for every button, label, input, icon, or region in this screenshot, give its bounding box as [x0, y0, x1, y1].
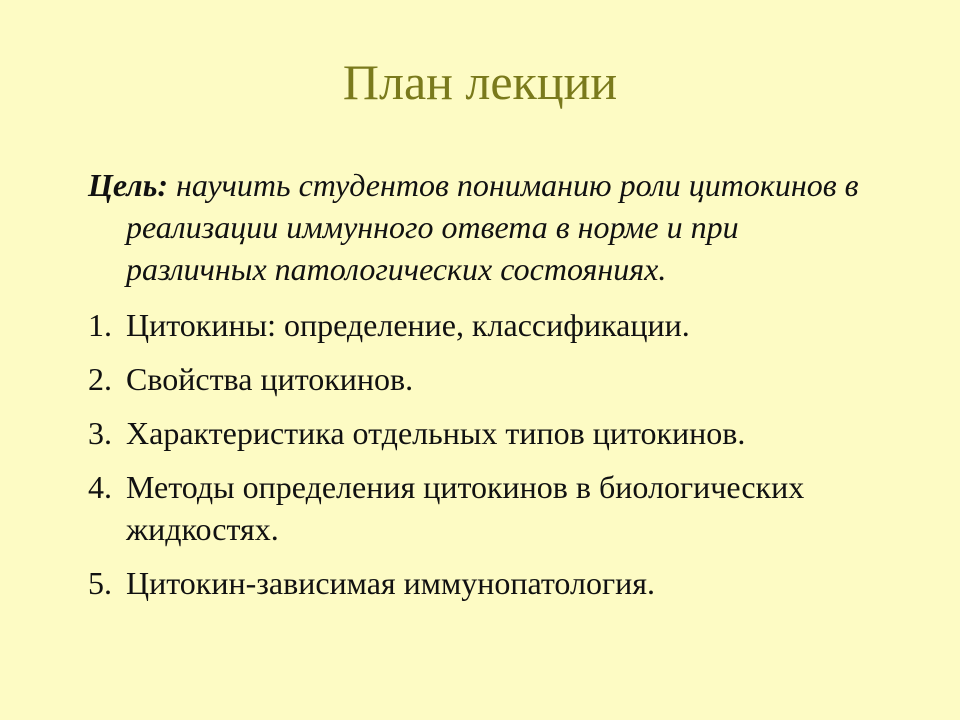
list-item-number: 3. — [88, 415, 112, 451]
slide-title: План лекции — [342, 54, 618, 110]
list-item-number: 4. — [88, 469, 112, 505]
list-item — [88, 466, 878, 550]
list-item-text: Цитокины: определение, классификации. — [126, 307, 690, 343]
list-item — [88, 304, 878, 346]
list-item — [88, 358, 878, 400]
list-item-number: 1. — [88, 307, 112, 343]
list-item-number: 5. — [88, 565, 112, 601]
goal-label: Цель: — [88, 167, 168, 203]
list-item-text: Характеристика отдельных типов цитокинов. — [126, 415, 746, 451]
goal-text: научить студентов пониманию роли цитокинов в реализации иммунного ответа в норме и при различных патологических состояниях. — [126, 167, 859, 287]
list-item-number: 2. — [88, 361, 112, 397]
lecture-plan-list — [88, 304, 878, 604]
list-item-text: Цитокин-зависимая иммунопатология. — [126, 565, 655, 601]
list-item — [88, 562, 878, 604]
goal-paragraph — [88, 164, 878, 290]
list-item-text: Свойства цитокинов. — [126, 361, 414, 397]
list-item — [88, 412, 878, 454]
list-item-text: Методы определения цитокинов в биологических жидкостях. — [126, 469, 805, 547]
slide-content — [88, 164, 878, 616]
